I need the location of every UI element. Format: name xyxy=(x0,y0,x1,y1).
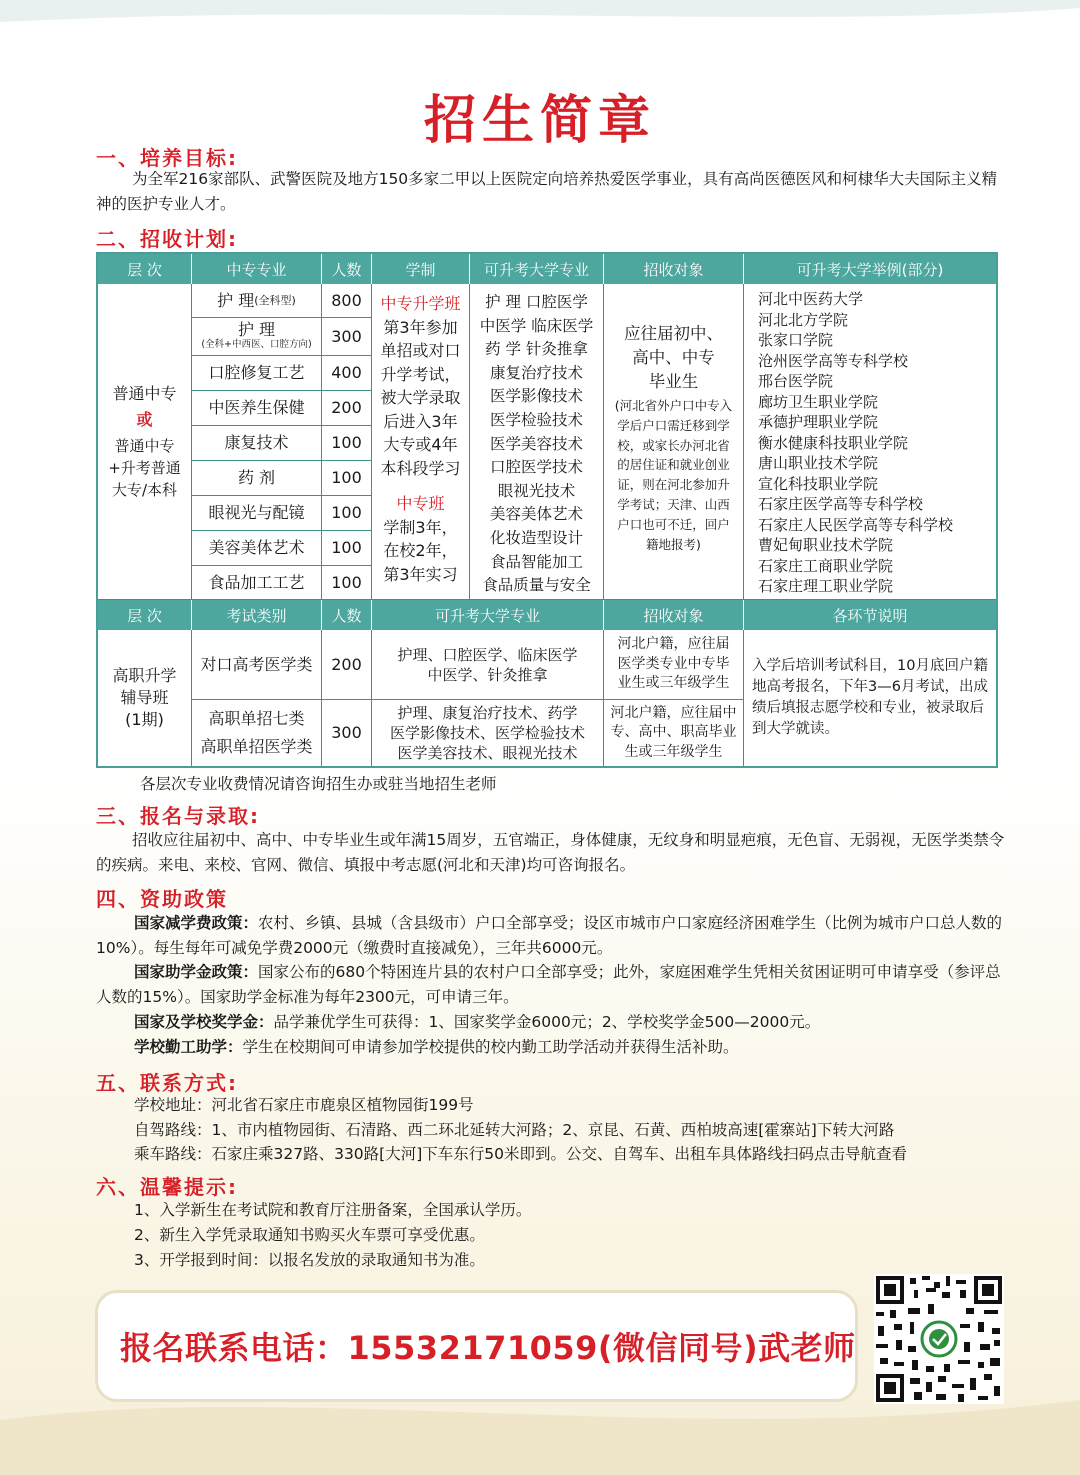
system-title-1: 中专升学班 xyxy=(380,294,461,313)
count-cell: 100 xyxy=(322,496,372,531)
qr-code-icon[interactable] xyxy=(874,1274,1004,1404)
universities-cell: 河北中医药大学 河北北方学院 张家口学院 沧州医学高等专科学校 邢台医学院 廊坊卫生职业学院 承德护理职业学院 衡水健康科技职业学院 唐山职业技术学院 宣化科技职业学院 石家庄医学高等专科学校 石家庄人民医学高等专科学校 曹妃甸职业技术学院 石家庄工商职业学院 石家庄理工职业学院 xyxy=(744,284,996,600)
table-header: 考试类别 xyxy=(192,600,322,630)
section1-text: 为全军216家部队、武警医院及地方150多家二甲以上医院定向培养热爱医学事业，具有高尚医德医风和柯棣华大夫国际主义精神的医护专业人才。 xyxy=(96,170,998,213)
explain-cell: 入学后培训考试科目，10月底回户籍地高考报名，下年3—6月考试，出成绩后填报志愿学校和专业，被录取后到大学就读。 xyxy=(752,658,988,737)
tip-item: 1、入学新生在考试院和教育厅注册备案，全国承认学历。 xyxy=(134,1201,532,1219)
level-line2: 普通中专+升考普通大专/本科 xyxy=(108,436,181,499)
level-higher-vocational: 高职升学 辅导班 (1期) xyxy=(98,630,192,766)
policy-work-study: 学校勤工助学：学生在校期间可申请参加学校提供的校内勤工助学活动并获得生活补助。 xyxy=(134,1038,739,1056)
count-cell: 400 xyxy=(322,356,372,391)
target-cell: 河北户籍，应往届 医学类专业中专毕 业生或三年级学生 xyxy=(604,630,744,700)
contact-bus-route: 乘车路线：石家庄乘327路、330路[大河]下车东行50米即到。公交、自驾车、出租车具体路线扫码点击导航查看 xyxy=(134,1145,907,1163)
upgrade-majors-cell: 护理、口腔医学、临床医学 中医学、针灸推拿 xyxy=(372,630,604,700)
top-wave-decoration xyxy=(0,0,1080,40)
policy-grant: 国家助学金政策：国家公布的680个特困连片县的农村户口全部享受；此外，家庭困难学生凭相关贫困证明可申请享受（参评总人数的15%）。国家助学金标准为每年2300元，可申请三年。 xyxy=(96,963,1001,1006)
major-cell: 口腔修复工艺 xyxy=(192,356,322,391)
level-or: 或 xyxy=(136,409,153,429)
target-cell: 应往届初中、 高中、中专 毕业生 (河北省外户口中专入学后户口需迁移到学校，或家长办河北省的居住证和就业创业证，则在河北参加升学考试；天津、山西户口也可不迁，回户籍地报考) xyxy=(604,284,744,600)
target-note: (河北省外户口中专入学后户口需迁移到学校，或家长办河北省的居住证和就业创业证，则在河北参加升学考试；天津、山西户口也可不迁，回户籍地报考) xyxy=(614,398,733,552)
table-header: 层 次 xyxy=(98,254,192,284)
tip-item: 2、新生入学凭录取通知书购买火车票可享受优惠。 xyxy=(134,1226,485,1244)
contact-address: 学校地址：河北省石家庄市鹿泉区植物园街199号 xyxy=(134,1096,474,1114)
table-header: 中专专业 xyxy=(192,254,322,284)
section2-heading: 二、招收计划: xyxy=(96,227,238,251)
count-cell: 100 xyxy=(322,426,372,461)
table-header: 招收对象 xyxy=(604,600,744,630)
section1-heading: 一、培养目标: xyxy=(96,146,238,170)
section6-heading: 六、温馨提示: xyxy=(96,1175,238,1199)
enrollment-table xyxy=(96,252,998,768)
major-cell: 康复技术 xyxy=(192,426,322,461)
major-cell: 中医养生保健 xyxy=(192,391,322,426)
section3-text: 招收应往届初中、高中、中专毕业生或年满15周岁，五官端正，身体健康，无纹身和明显疤痕，无色盲、无弱视，无医学类禁令的疾病。来电、来校、官网、微信、填报中考志愿(河北和天津)均可咨询报名。 xyxy=(96,831,1005,874)
count-cell: 200 xyxy=(322,391,372,426)
count-cell: 100 xyxy=(322,566,372,600)
count-cell: 800 xyxy=(322,284,372,318)
major-cell: 护 理 (全科型) xyxy=(192,284,322,318)
count-cell: 300 xyxy=(322,700,372,766)
table-header: 学制 xyxy=(372,254,470,284)
major-cell: 眼视光与配镜 xyxy=(192,496,322,531)
level-regular xyxy=(98,284,192,600)
table-header: 层 次 xyxy=(98,600,192,630)
major-cell: 食品加工工艺 xyxy=(192,566,322,600)
major-cell: 药 剂 xyxy=(192,461,322,496)
table-header: 可升考大学专业 xyxy=(470,254,604,284)
contact-drive-route: 自驾路线：1、市内植物园街、石清路、西二环北延转大河路；2、京昆、石黄、西柏坡高速[霍寨站]下转大河路 xyxy=(134,1121,895,1139)
table-header: 招收对象 xyxy=(604,254,744,284)
section5-heading: 五、联系方式: xyxy=(96,1071,238,1095)
tip-item: 3、开学报到时间：以报名发放的录取通知书为准。 xyxy=(134,1251,485,1269)
upgrade-majors-cell: 护 理 口腔医学 中医学 临床医学 药 学 针灸推拿 康复治疗技术 医学影像技术 医学检验技术 医学美容技术 口腔医学技术 眼视光技术 美容美体艺术 化妆造型设计 食品智能加工 食品质量与安全 xyxy=(470,284,604,600)
page-title: 招生简章 xyxy=(423,91,656,151)
contact-phone-box xyxy=(95,1290,858,1402)
exam-type-cell: 对口高考医学类 xyxy=(192,630,322,700)
count-cell: 100 xyxy=(322,461,372,496)
level-line1: 普通中专 xyxy=(112,383,177,403)
policy-tuition: 国家减学费政策：农村、乡镇、县城（含县级市）户口全部享受；设区市城市户口家庭经济困难学生（比例为城市户口总人数的10%）。每生每年可减免学费2000元（缴费时直接减免），三年共6000元。 xyxy=(96,914,1003,957)
count-cell: 300 xyxy=(322,318,372,356)
policy-scholarship: 国家及学校奖学金：品学兼优学生可获得：1、国家奖学金6000元；2、学校奖学金500—2000元。 xyxy=(134,1013,821,1031)
section3-heading: 三、报名与录取: xyxy=(96,804,260,828)
table-header: 可升考大学专业 xyxy=(372,600,604,630)
contact-phone-text: 报名联系电话：15532171059(微信同号)武老师 xyxy=(120,1329,856,1367)
exam-type-cell: 高职单招七类 高职单招医学类 xyxy=(192,700,322,766)
table-header: 可升考大学举例(部分) xyxy=(744,254,996,284)
major-cell: 美容美体艺术 xyxy=(192,531,322,566)
count-cell: 100 xyxy=(322,531,372,566)
target-cell: 河北户籍，应往届中 专、高中、职高毕业 生或三年级学生 xyxy=(604,700,744,766)
table-header: 人数 xyxy=(322,600,372,630)
table-header: 人数 xyxy=(322,254,372,284)
count-cell: 200 xyxy=(322,630,372,700)
section4-heading: 四、资助政策 xyxy=(96,887,228,911)
major-cell: 护 理 (全科+中西医、口腔方向) xyxy=(192,318,322,356)
table-header: 各环节说明 xyxy=(744,600,996,630)
system-cell: 中专升学班 第3年参加 单招或对口 升学考试， 被大学录取 后进入3年 大专或4年 本科段学习 中专班 学制3年， 在校2年， 第3年实习 xyxy=(372,284,470,600)
system-title-2: 中专班 xyxy=(396,494,445,513)
fee-note: 各层次专业收费情况请咨询招生办或驻当地招生老师 xyxy=(140,775,497,793)
upgrade-majors-cell: 护理、康复治疗技术、药学 医学影像技术、医学检验技术 医学美容技术、眼视光技术 xyxy=(372,700,604,766)
